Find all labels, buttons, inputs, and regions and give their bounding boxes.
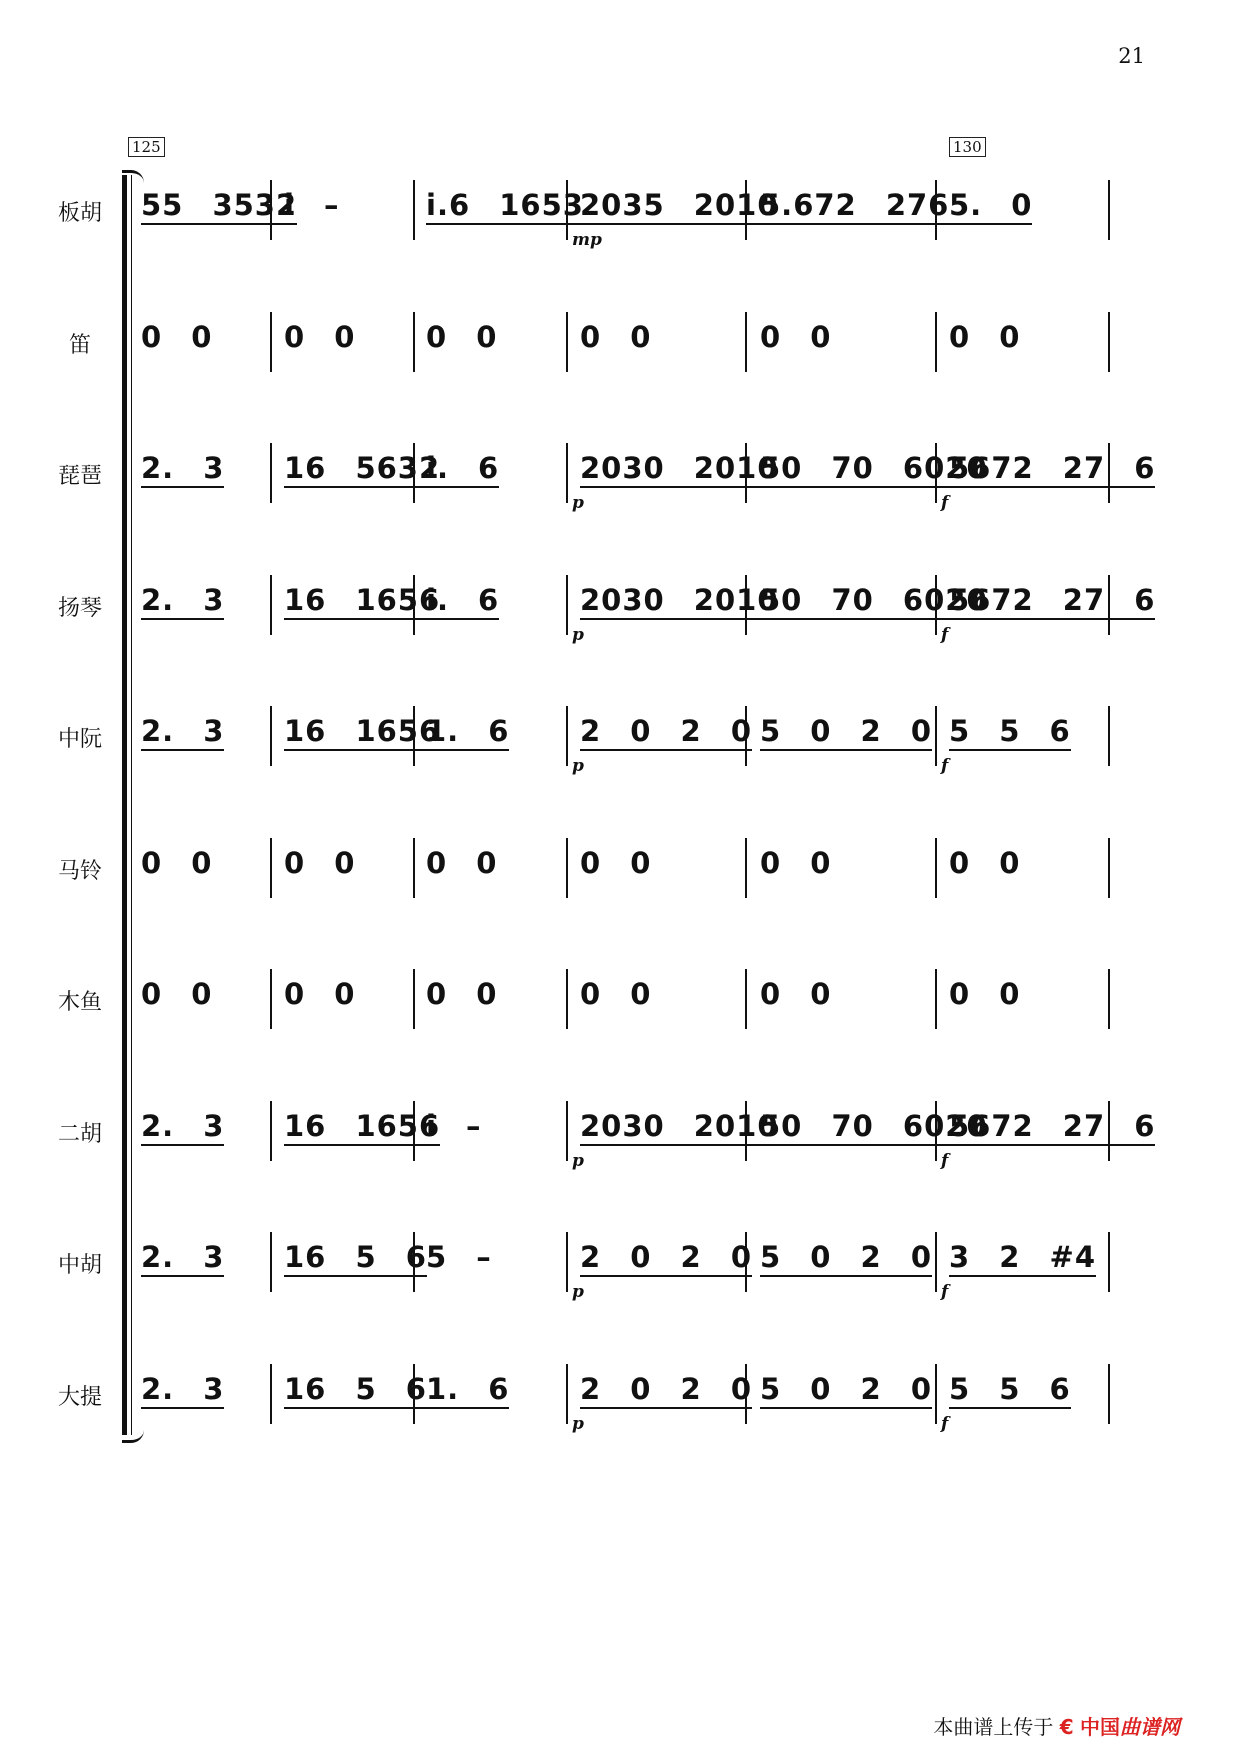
barline bbox=[1108, 838, 1110, 898]
instrument-staff-row bbox=[0, 706, 1240, 776]
measure-notes: 2. 3 bbox=[141, 451, 224, 488]
measure-notes: 0 0 bbox=[284, 319, 356, 354]
barline bbox=[1108, 312, 1110, 372]
dynamic-marking: p bbox=[572, 756, 584, 776]
measure-notes: 0 0 bbox=[760, 977, 832, 1011]
measure-notes: 50 70 6020 bbox=[760, 583, 988, 620]
barline bbox=[566, 1364, 568, 1424]
measure-notes: 2 0 2 0 bbox=[580, 1372, 752, 1409]
bracket-bottom-hook bbox=[122, 1430, 144, 1443]
barline bbox=[566, 575, 568, 635]
barline bbox=[270, 443, 272, 503]
measure-notes: 2. 3 bbox=[141, 1109, 224, 1146]
instrument-label: 笛 bbox=[68, 332, 91, 358]
measure-notes: 0 0 bbox=[426, 845, 498, 880]
measure-notes: 50 70 6020 bbox=[760, 451, 988, 488]
measure-notes: 0 0 bbox=[141, 845, 213, 880]
measure-notes: 2. 3 bbox=[141, 583, 224, 620]
measure-notes: 5 5 6 bbox=[949, 1372, 1071, 1409]
measure-notes: 0 0 bbox=[949, 319, 1021, 354]
measure-notes: 2 0 2 0 bbox=[580, 714, 752, 751]
footer-text: 本曲谱上传于 bbox=[933, 1715, 1054, 1739]
barline bbox=[566, 443, 568, 503]
measure-notes: 5 0 2 0 bbox=[760, 1372, 932, 1409]
measure-notes: 5672 27 6 bbox=[949, 583, 1155, 620]
dynamic-marking: p bbox=[572, 1282, 584, 1302]
dynamic-marking: f bbox=[941, 1413, 949, 1434]
measure-notes: 3 2 #4 bbox=[949, 1240, 1096, 1277]
dynamic-marking: p bbox=[572, 624, 584, 645]
measure-notes: 2. 3 bbox=[141, 1372, 224, 1409]
instrument-staff-row bbox=[0, 1232, 1240, 1302]
measure-notes: 50 70 6020 bbox=[760, 1109, 988, 1146]
barline bbox=[566, 312, 568, 372]
barline bbox=[935, 706, 937, 766]
barline bbox=[935, 969, 937, 1029]
measure-notes: 5. 0 bbox=[949, 188, 1032, 225]
measure-notes: 16 5632 bbox=[284, 451, 440, 488]
barline bbox=[935, 838, 937, 898]
measure-notes: 0 0 bbox=[284, 977, 356, 1011]
barline bbox=[745, 969, 747, 1029]
barline bbox=[745, 312, 747, 372]
measure-notes: 5672 27 6 bbox=[949, 1109, 1155, 1146]
measure-notes: 0 0 bbox=[760, 845, 832, 880]
instrument-staff-row bbox=[0, 1364, 1240, 1434]
site-logo-icon: € bbox=[1059, 1715, 1074, 1739]
measure-notes: 16 5 6 bbox=[284, 1240, 427, 1277]
barline bbox=[1108, 1364, 1110, 1424]
measure-notes: 0 0 bbox=[426, 977, 498, 1011]
barline bbox=[1108, 969, 1110, 1029]
measure-notes: 0 0 bbox=[141, 977, 213, 1011]
rehearsal-mark-125: 125 bbox=[128, 137, 165, 157]
rehearsal-mark-130: 130 bbox=[949, 137, 986, 157]
barline bbox=[413, 312, 415, 372]
measure-notes: 55 3532 bbox=[141, 188, 297, 225]
barline bbox=[270, 706, 272, 766]
barline bbox=[270, 312, 272, 372]
site-logo-text-a: 中国 bbox=[1080, 1715, 1120, 1739]
instrument-label: 中胡 bbox=[57, 1253, 102, 1278]
measure-notes: 2035 2010 bbox=[580, 188, 779, 225]
dynamic-marking: p bbox=[572, 493, 584, 513]
measure-notes: 0 0 bbox=[580, 319, 652, 354]
barline bbox=[413, 838, 415, 898]
barline bbox=[270, 1232, 272, 1292]
measure-notes: 0 0 bbox=[760, 319, 832, 354]
barline bbox=[270, 838, 272, 898]
measure-notes: 0 0 bbox=[580, 845, 652, 880]
measure-notes: 5 – bbox=[426, 1240, 492, 1274]
measure-notes: 0 0 bbox=[426, 319, 498, 354]
measure-notes: 16 5 6 bbox=[284, 1372, 427, 1409]
measure-notes: 0 0 bbox=[580, 977, 652, 1011]
measure-notes: 5.672 276 bbox=[760, 188, 949, 225]
measure-notes: 2. 3 bbox=[141, 714, 224, 751]
page-number: 21 bbox=[1118, 44, 1145, 68]
instrument-label: 扬琴 bbox=[57, 595, 102, 621]
measure-notes: i. 6 bbox=[426, 451, 499, 488]
measure-notes: 1. 6 bbox=[426, 1372, 509, 1409]
measure-notes: i. 6 bbox=[426, 583, 499, 620]
dynamic-marking: f bbox=[941, 493, 949, 513]
instrument-label: 二胡 bbox=[57, 1121, 102, 1147]
barline bbox=[1108, 1232, 1110, 1292]
instrument-staff-row bbox=[0, 443, 1240, 513]
instrument-staff-row bbox=[0, 180, 1240, 250]
measure-notes: 16 1656 bbox=[284, 714, 440, 751]
instrument-staff-row bbox=[0, 312, 1240, 372]
measure-notes: 1. 6 bbox=[426, 714, 509, 751]
barline bbox=[413, 969, 415, 1029]
measure-notes: 0 0 bbox=[141, 319, 213, 354]
site-logo-text-b: 曲谱网 bbox=[1120, 1715, 1180, 1739]
measure-notes: 0 0 bbox=[949, 977, 1021, 1011]
dynamic-marking: mp bbox=[572, 230, 602, 250]
barline bbox=[566, 706, 568, 766]
measure-notes: 2030 2010 bbox=[580, 583, 779, 620]
measure-notes: 0 0 bbox=[949, 845, 1021, 880]
barline bbox=[935, 1232, 937, 1292]
barline bbox=[1108, 706, 1110, 766]
instrument-label: 木鱼 bbox=[57, 990, 102, 1015]
dynamic-marking: f bbox=[941, 1282, 949, 1302]
instrument-staff-row bbox=[0, 575, 1240, 645]
barline bbox=[566, 1101, 568, 1161]
barline bbox=[270, 575, 272, 635]
instrument-label: 马铃 bbox=[57, 858, 102, 884]
dynamic-marking: f bbox=[941, 624, 949, 645]
measure-notes: i – bbox=[426, 1108, 482, 1143]
barline bbox=[270, 1101, 272, 1161]
barline bbox=[935, 1364, 937, 1424]
measure-notes: i – bbox=[284, 188, 340, 222]
barline bbox=[270, 969, 272, 1029]
measure-notes: 5 0 2 0 bbox=[760, 1240, 932, 1277]
measure-notes: 2030 2010 bbox=[580, 1109, 779, 1146]
barline bbox=[566, 969, 568, 1029]
measure-notes: 5 5 6 bbox=[949, 714, 1071, 751]
instrument-staff-row bbox=[0, 1101, 1240, 1171]
barline bbox=[566, 1232, 568, 1292]
measure-notes: 16 1656 bbox=[284, 583, 440, 620]
measure-notes: 2 0 2 0 bbox=[580, 1240, 752, 1277]
dynamic-marking: p bbox=[572, 1413, 584, 1434]
measure-notes: i.6 1653 bbox=[426, 188, 584, 225]
footer-credit bbox=[933, 1711, 1180, 1740]
instrument-label: 琵琶 bbox=[57, 464, 102, 489]
measure-notes: 2. 3 bbox=[141, 1240, 224, 1277]
dynamic-marking: f bbox=[941, 1150, 949, 1171]
barline bbox=[745, 838, 747, 898]
dynamic-marking: f bbox=[941, 756, 949, 776]
measure-notes: 2030 2010 bbox=[580, 451, 779, 488]
barline bbox=[270, 1364, 272, 1424]
barline bbox=[413, 180, 415, 240]
instrument-staff-row bbox=[0, 969, 1240, 1029]
barline bbox=[1108, 180, 1110, 240]
dynamic-marking: p bbox=[572, 1150, 584, 1171]
measure-notes: 16 1656 bbox=[284, 1109, 440, 1146]
barline bbox=[935, 312, 937, 372]
barline bbox=[566, 838, 568, 898]
measure-notes: 5672 27 6 bbox=[949, 451, 1155, 488]
instrument-label: 大提 bbox=[57, 1384, 102, 1410]
measure-notes: 0 0 bbox=[284, 845, 356, 880]
instrument-label: 板胡 bbox=[57, 201, 102, 226]
instrument-label: 中阮 bbox=[57, 727, 102, 752]
measure-notes: 5 0 2 0 bbox=[760, 714, 932, 751]
instrument-staff-row bbox=[0, 838, 1240, 898]
